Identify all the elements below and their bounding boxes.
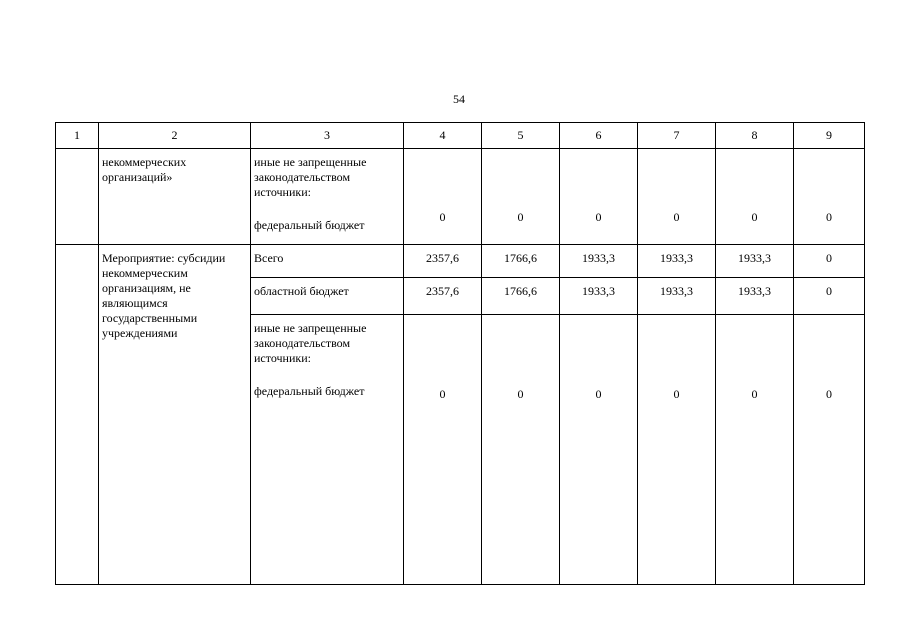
value-cell: 1933,3 bbox=[638, 245, 716, 278]
measure-name: некоммерческих организаций» bbox=[102, 155, 187, 184]
value-cell: 0 bbox=[794, 278, 865, 315]
source-cell bbox=[251, 245, 404, 278]
value-cell: 1766,6 bbox=[482, 245, 560, 278]
measure-name-cell bbox=[99, 149, 251, 245]
col-header: 2 bbox=[99, 123, 251, 149]
federal-budget-label: федеральный бюджет bbox=[254, 384, 365, 398]
regional-budget-label: областной бюджет bbox=[254, 284, 349, 298]
value-cell: 2357,6 bbox=[404, 245, 482, 278]
value-cell: 0 bbox=[404, 149, 482, 245]
value-cell: 0 bbox=[638, 149, 716, 245]
source-cell bbox=[251, 149, 404, 245]
source-cell bbox=[251, 315, 404, 585]
value-cell: 0 bbox=[794, 149, 865, 245]
value-cell: 1933,3 bbox=[716, 245, 794, 278]
measure-name: Мероприятие: субсидии некоммерческим организациям, не являющимся государственными учреждениями bbox=[102, 251, 226, 340]
other-sources-label: иные не запрещенные законодательством источники: bbox=[254, 321, 367, 365]
value-cell: 1766,6 bbox=[482, 278, 560, 315]
value-cell: 0 bbox=[560, 315, 638, 585]
value-cell: 0 bbox=[482, 149, 560, 245]
value-cell: 0 bbox=[482, 315, 560, 585]
column-numbers-row bbox=[56, 123, 865, 149]
value-cell: 1933,3 bbox=[560, 278, 638, 315]
page-number: 54 bbox=[453, 92, 465, 106]
total-label: Всего bbox=[254, 251, 284, 265]
source-cell bbox=[251, 278, 404, 315]
col-header: 7 bbox=[638, 123, 716, 149]
value-cell: 1933,3 bbox=[638, 278, 716, 315]
value-cell: 0 bbox=[794, 315, 865, 585]
col-header: 6 bbox=[560, 123, 638, 149]
value-cell: 0 bbox=[716, 315, 794, 585]
col-header: 9 bbox=[794, 123, 865, 149]
other-sources-label: иные не запрещенные законодательством источники: bbox=[254, 155, 367, 199]
value-cell: 1933,3 bbox=[716, 278, 794, 315]
value-cell: 0 bbox=[794, 245, 865, 278]
value-cell: 0 bbox=[560, 149, 638, 245]
table-row bbox=[56, 245, 865, 278]
row-number-cell bbox=[56, 149, 99, 245]
budget-table bbox=[55, 122, 865, 585]
value-cell: 0 bbox=[716, 149, 794, 245]
col-header: 8 bbox=[716, 123, 794, 149]
value-cell: 1933,3 bbox=[560, 245, 638, 278]
measure-name-cell bbox=[99, 245, 251, 585]
federal-budget-label: федеральный бюджет bbox=[254, 218, 365, 232]
table-row bbox=[56, 149, 865, 245]
value-cell: 0 bbox=[638, 315, 716, 585]
row-number-cell bbox=[56, 245, 99, 585]
col-header: 4 bbox=[404, 123, 482, 149]
value-cell: 2357,6 bbox=[404, 278, 482, 315]
col-header: 3 bbox=[251, 123, 404, 149]
col-header: 5 bbox=[482, 123, 560, 149]
col-header: 1 bbox=[56, 123, 99, 149]
value-cell: 0 bbox=[404, 315, 482, 585]
